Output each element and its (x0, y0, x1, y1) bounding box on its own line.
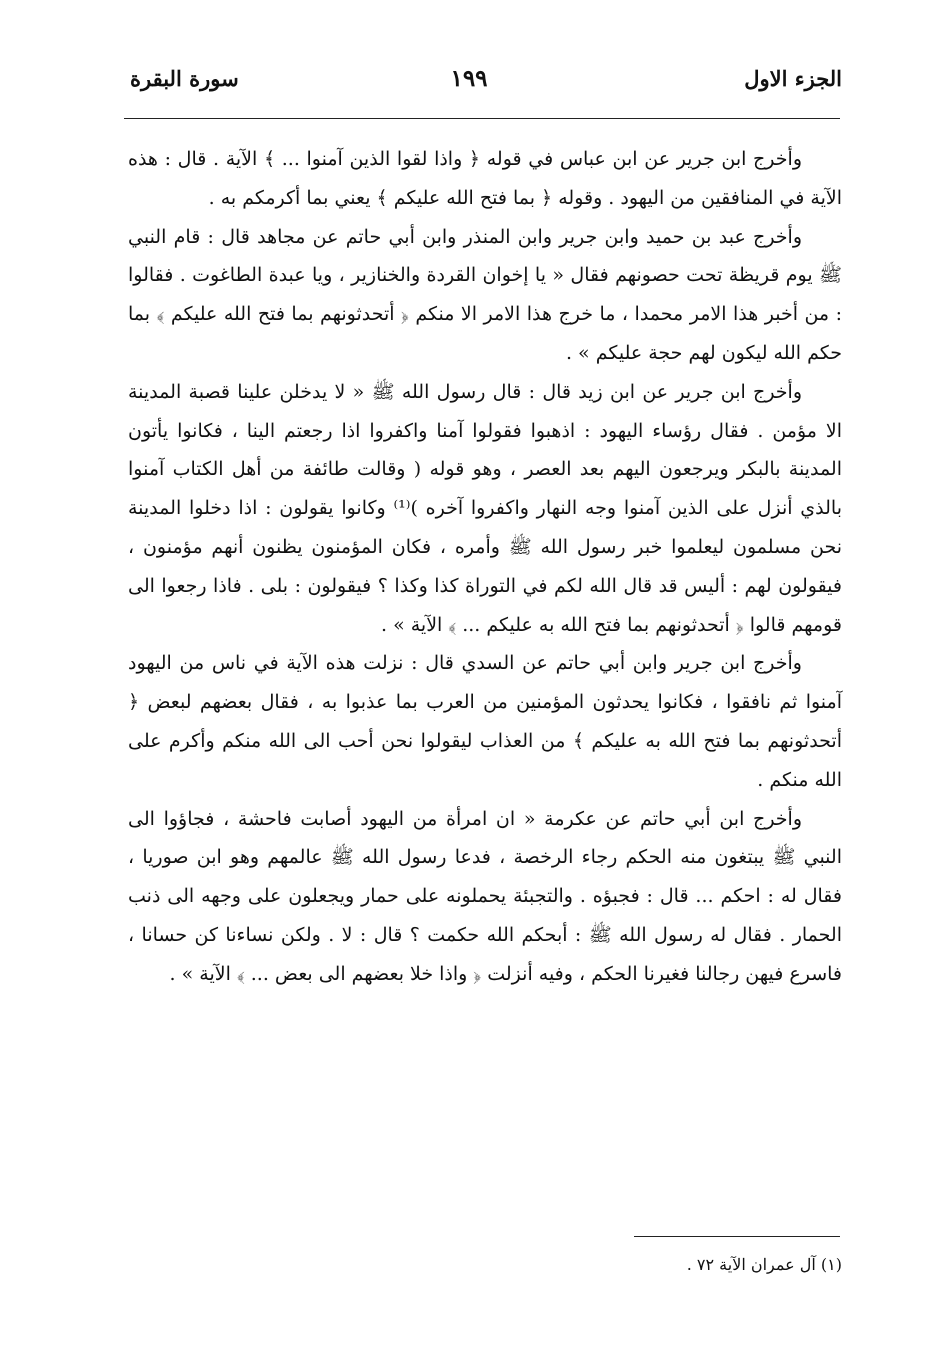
paragraph-2: وأخرج عبد بن حميد وابن جرير وابن المنذر وابن أبي حاتم عن مجاهد قال : قام النبي ﷺ يوم قريظة تحت حصونهم فقال « يا إخوان القردة والخنازير ، ويا عبدة الطاغوت . فقالوا : من أخبر هذا الامر محمدا ، ما خرج هذا الامر الا منكم ﴿ أتحدثونهم بما فتح الله عليكم ﴾ بما حكم الله ليكون لهم حجة عليكم » . (128, 225, 842, 364)
paragraph-3: وأخرج ابن جرير عن ابن زيد قال : قال رسول الله ﷺ « لا يدخلن علينا قصبة المدينة الا مؤمن . فقال رؤساء اليهود : اذهبوا فقولوا آمنا واكفروا اذا رجعتم الينا ، فكانوا يأتون المدينة بالبكر ويرجعون اليهم بعد العصر ، وهو قوله ( وقالت طائفة من أهل الكتاب آمنوا بالذي أنزل على الذين آمنوا وجه النهار واكفروا آخره )⁽¹⁾ وكانوا يقولون : اذا دخلوا المدينة نحن مسلمون ليعلموا خبر رسول الله ﷺ وأمره ، فكان المؤمنون يظنون أنهم مؤمنون ، فيقولون لهم : أليس قد قال الله لكم في التوراة كذا وكذا ؟ فيقولون : بلى . فاذا رجعوا الى قومهم قالوا ﴿ أتحدثونهم بما فتح الله به عليكم ... ﴾ الآية » . (128, 380, 843, 636)
paragraph-4: وأخرج ابن جرير وابن أبي حاتم عن السدي قال : نزلت هذه الآية في ناس من اليهود آمنوا ثم نافقوا ، فكانوا يحدثون المؤمنين من العرب بما عذبوا به ، فقال بعضهم لبعض ﴿ أتحدثونهم بما فتح الله به عليكم ﴾ من العذاب ليقولوا نحن أحب الى الله منكم وأكرم على الله منكم . (128, 652, 842, 791)
main-text (128, 140, 842, 994)
paragraph-5: وأخرج ابن أبي حاتم عن عكرمة « ان امرأة من اليهود أصابت فاحشة ، فجاؤوا الى النبي ﷺ يبتغون منه الحكم رجاء الرخصة ، فدعا رسول الله ﷺ عالمهم وهو ابن صوريا ، فقال له : احكم ... قال : فجبؤه . والتجبئة يحملونه على حمار ويجعلون على وجهه الى ذنب الحمار . فقال له رسول الله ﷺ : أبحكم الله حكمت ؟ قال : لا . ولكن نساءنا كن حسانا ، فاسرع فيهن رجالنا فغيرنا الحكم ، وفيه أنزلت ﴿ واذا خلا بعضهم الى بعض ... ﴾ الآية » . (128, 807, 842, 985)
surah-title: سورة البقرة (130, 66, 239, 91)
page-number: ١٩٩ (450, 65, 488, 92)
paragraph-1: وأخرج ابن جرير عن ابن عباس في قوله ﴿ واذا لقوا الذين آمنوا ... ﴾ الآية . قال : هذه الآية في المنافقين من اليهود . وقوله ﴿ بما فتح الله عليكم ﴾ يعني بما أكرمكم به . (128, 148, 842, 209)
footnote: (١) آل عمران الآية ٧٢ . (686, 1255, 842, 1274)
part-title: الجزء الاول (744, 66, 842, 91)
footnote-divider (634, 1236, 840, 1237)
header-divider (124, 118, 840, 119)
